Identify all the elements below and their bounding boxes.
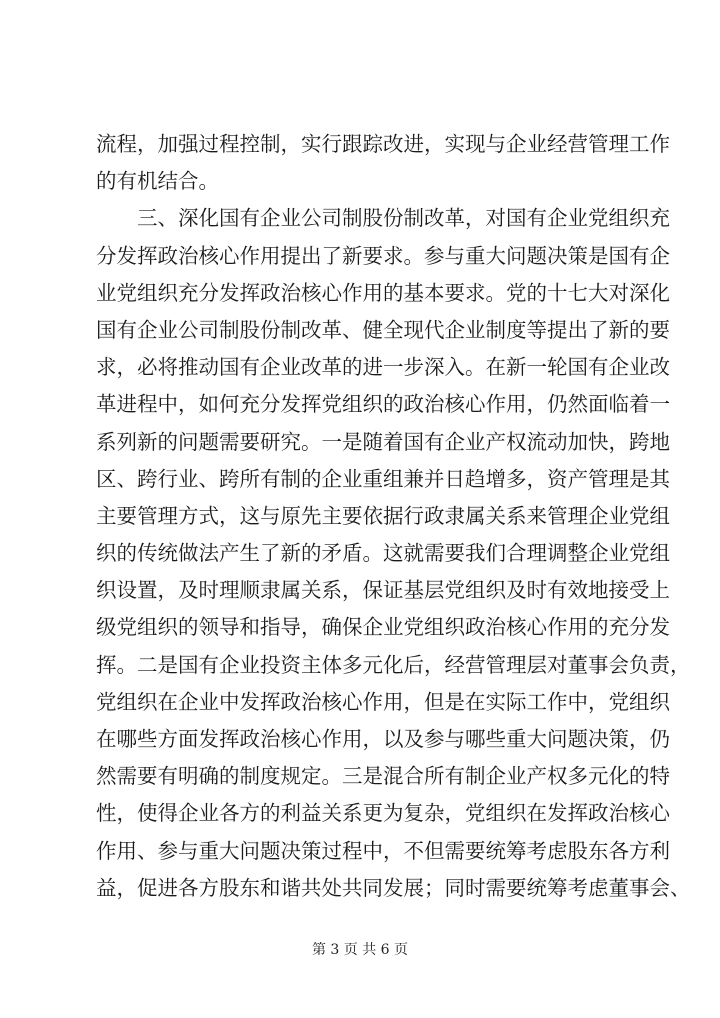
paragraph-start-line: 三、深化国有企业公司制股份制改革，对国有企业党组织充 bbox=[137, 206, 670, 231]
body-text bbox=[96, 126, 691, 907]
text-line: 在哪些方面发挥政治核心作用，以及参与哪些重大问题决策，仍 bbox=[96, 727, 670, 751]
text-line: 党组织在企业中发挥政治核心作用，但是在实际工作中，党组织 bbox=[96, 689, 670, 714]
page-number-footer: 第 3 页 共 6 页 bbox=[311, 942, 409, 958]
text-line: 然需要有明确的制度规定。三是混合所有制企业产权多元化的特 bbox=[96, 764, 670, 789]
text-line: 流程，加强过程控制，实行跟踪改进，实现与企业经营管理工作 bbox=[96, 132, 670, 156]
text-line: 级党组织的领导和指导，确保企业党组织政治核心作用的充分发 bbox=[96, 615, 670, 640]
text-line: 主要管理方式，这与原先主要依据行政隶属关系来管理企业党组 bbox=[96, 503, 670, 528]
text-line: 区、跨行业、跨所有制的企业重组兼并日趋增多，资产管理是其 bbox=[96, 466, 670, 491]
text-line: 业党组织充分发挥政治核心作用的基本要求。党的十七大对深化 bbox=[96, 280, 670, 305]
text-line: 织设置，及时理顺隶属关系，保证基层党组织及时有效地接受上 bbox=[96, 578, 670, 603]
text-line: 革进程中，如何充分发挥党组织的政治核心作用，仍然面临着一 bbox=[96, 392, 670, 417]
text-line: 益，促进各方股东和谐共处共同发展；同时需要统筹考虑董事会、 bbox=[96, 875, 691, 900]
text-line: 求，必将推动国有企业改革的进一步深入。在新一轮国有企业改 bbox=[96, 355, 670, 380]
text-line: 挥。二是国有企业投资主体多元化后，经营管理层对董事会负责， bbox=[96, 652, 691, 677]
text-line: 作用、参与重大问题决策过程中，不但需要统筹考虑股东各方利 bbox=[96, 838, 670, 863]
text-line: 的有机结合。 bbox=[96, 169, 219, 194]
text-line: 国有企业公司制股份制改革、健全现代企业制度等提出了新的要 bbox=[96, 317, 670, 342]
text-line: 织的传统做法产生了新的矛盾。这就需要我们合理调整企业党组 bbox=[96, 541, 670, 566]
text-line: 系列新的问题需要研究。一是随着国有企业产权流动加快，跨地 bbox=[96, 429, 670, 454]
text-line: 性，使得企业各方的利益关系更为复杂，党组织在发挥政治核心 bbox=[96, 801, 670, 826]
text-line: 分发挥政治核心作用提出了新要求。参与重大问题决策是国有企 bbox=[96, 243, 670, 268]
